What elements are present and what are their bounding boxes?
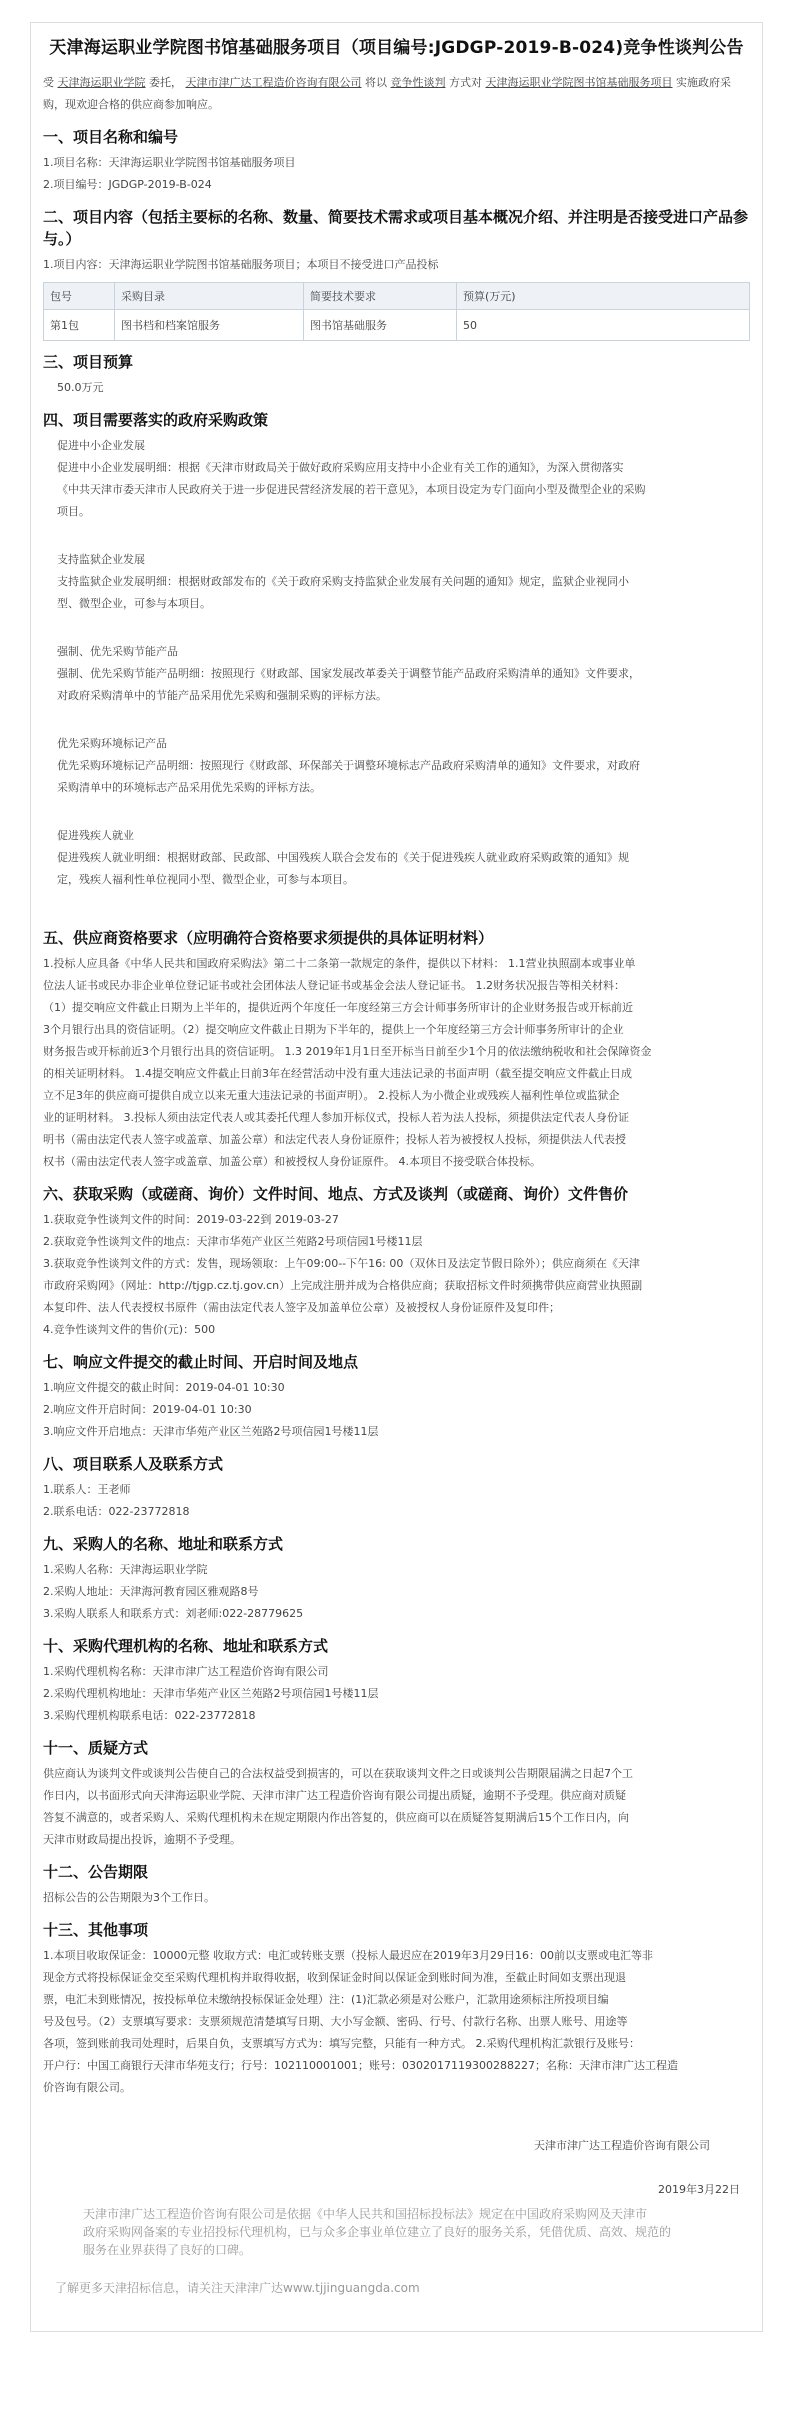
policy-body: 型、微型企业，可参与本项目。 bbox=[57, 597, 211, 610]
s5-line: （1）提交响应文件截止日期为上半年的，提供近两个年度任一年度经第三方会计师事务所审计的企业财务报告或开标前近 bbox=[43, 1001, 633, 1014]
s2-line: 1.项目内容：天津海运职业学院图书馆基础服务项目；本项目不接受进口产品投标 bbox=[43, 258, 439, 271]
table-cell: 50 bbox=[457, 310, 750, 341]
policy-title: 促进残疾人就业 bbox=[57, 829, 134, 842]
footer-line: 政府采购网备案的专业招投标代理机构，已与众多企事业单位建立了良好的服务关系，凭借优质、高效、规范的 bbox=[83, 2225, 672, 2239]
footer-line: 天津市津广达工程造价咨询有限公司是依据《中华人民共和国招标投标法》规定在中国政府采购网及天津市 bbox=[83, 2207, 648, 2221]
s12-line: 招标公告的公告期限为3个工作日。 bbox=[43, 1891, 215, 1904]
footer-about bbox=[43, 2201, 750, 2259]
table-header: 预算(万元) bbox=[457, 283, 750, 310]
section-7-heading: 七、响应文件提交的截止时间、开启时间及地点 bbox=[43, 1353, 359, 1371]
intro-text-4: 方式对 bbox=[449, 76, 482, 89]
s5-line: 的相关证明材料。 1.4提交响应文件截止日前3年在经营活动中没有重大违法记录的书面声明（截至提交响应文件截止日成 bbox=[43, 1067, 632, 1080]
s10-line: 3.采购代理机构联系电话：022-23772818 bbox=[43, 1709, 256, 1722]
section-11-heading: 十一、质疑方式 bbox=[43, 1739, 149, 1757]
s5-line: 3个月银行出具的资信证明。（2）提交响应文件截止日期为下半年的，提供上一个年度经第三方会计师事务所审计的企业 bbox=[43, 1023, 624, 1036]
s5-line: 立不足3年的供应商可提供自成立以来无重大违法记录的书面声明）。 2.投标人为小微企业或残疾人福利性单位或监狱企 bbox=[43, 1089, 620, 1102]
announcement-page bbox=[30, 22, 763, 2332]
table-header: 简要技术要求 bbox=[304, 283, 457, 310]
s7-line: 2.响应文件开启时间：2019-04-01 10:30 bbox=[43, 1403, 252, 1416]
section-5-heading: 五、供应商资格要求（应明确符合资格要求须提供的具体证明材料） bbox=[43, 929, 494, 947]
footer-line: 服务在业界获得了良好的口碑。 bbox=[83, 2243, 252, 2257]
section-3-heading: 三、项目预算 bbox=[43, 353, 134, 371]
policy-title: 促进中小企业发展 bbox=[57, 439, 145, 452]
signature-company: 天津市津广达工程造价咨询有限公司 bbox=[534, 2139, 710, 2152]
s13-line: 号及包号。（2）支票填写要求：支票须规范清楚填写日期、大小写金额、密码、行号、付款行名称、出票人账号、用途等 bbox=[43, 2015, 628, 2028]
s8-line: 1.联系人：王老师 bbox=[43, 1483, 131, 1496]
s5-line: 位法人证书或民办非企业单位登记证书或社会团体法人登记证书或基金会法人登记证书。 1.2财务状况报告等相关材料： bbox=[43, 979, 625, 992]
s13-line: 价咨询有限公司。 bbox=[43, 2081, 131, 2094]
section-1-heading: 一、项目名称和编号 bbox=[43, 128, 179, 146]
intro-text-2: 委托， bbox=[149, 76, 182, 89]
s5-line: 1.投标人应具备《中华人民共和国政府采购法》第二十二条第一款规定的条件，提供以下材料： 1.1营业执照副本或事业单 bbox=[43, 957, 636, 970]
s9-line: 3.采购人联系人和联系方式：刘老师:022-28779625 bbox=[43, 1607, 304, 1620]
policy-body: 促进中小企业发展明细：根据《天津市财政局关于做好政府采购应用支持中小企业有关工作的通知》，为深入贯彻落实 bbox=[57, 461, 624, 474]
s13-line: 各项，签到账前我司处理时，后果自负，支票填写方式为：填写完整，只能有一种方式。 2.采购代理机构汇款银行及账号： bbox=[43, 2037, 640, 2050]
s6-line: 本复印件、法人代表授权书原件（需由法定代表人签字及加盖单位公章）及被授权人身份证原件及复印件； bbox=[43, 1301, 560, 1314]
s5-line: 业的证明材料。 3.投标人须由法定代表人或其委托代理人参加开标仪式，投标人若为法人投标，须提供法定代表人身份证 bbox=[43, 1111, 629, 1124]
s11-line: 天津市财政局提出投诉，逾期不予受理。 bbox=[43, 1833, 241, 1846]
table-row bbox=[44, 310, 750, 341]
intro-text-1: 受 bbox=[43, 76, 54, 89]
s5-line: 权书（需由法定代表人签字或盖章、加盖公章）和被授权人身份证原件。 4.本项目不接受联合体投标。 bbox=[43, 1155, 541, 1168]
section-2-heading: 二、项目内容（包括主要标的名称、数量、简要技术需求或项目基本概况介绍、并注明是否接受进口产品参与。） bbox=[43, 208, 749, 248]
section-8-heading: 八、项目联系人及联系方式 bbox=[43, 1455, 224, 1473]
policy-body: 《中共天津市委天津市人民政府关于进一步促进民营经济发展的若干意见》，本项目设定为专门面向小型及微型企业的采购 bbox=[57, 483, 646, 496]
footer-more-link[interactable]: 了解更多天津招标信息，请关注天津津广达www.tjjinguangda.com bbox=[55, 2281, 420, 2295]
s6-line: 2.获取竞争性谈判文件的地点：天津市华苑产业区兰苑路2号项信园1号楼11层 bbox=[43, 1235, 423, 1248]
s7-line: 1.响应文件提交的截止时间：2019-04-01 10:30 bbox=[43, 1381, 285, 1394]
procurement-method: 竞争性谈判 bbox=[390, 76, 446, 89]
s9-line: 1.采购人名称：天津海运职业学院 bbox=[43, 1563, 208, 1576]
s7-line: 3.响应文件开启地点：天津市华苑产业区兰苑路2号项信园1号楼11层 bbox=[43, 1425, 379, 1438]
s5-line: 明书（需由法定代表人签字或盖章、加盖公章）和法定代表人身份证原件；投标人若为被授权人投标，须提供法人代表授 bbox=[43, 1133, 626, 1146]
s5-line: 财务报告或开标前近3个月银行出具的资信证明。 1.3 2019年1月1日至开标当日前至少1个月的依法缴纳税收和社会保障资金 bbox=[43, 1045, 652, 1058]
s6-line: 1.获取竞争性谈判文件的时间：2019-03-22到 2019-03-27 bbox=[43, 1213, 339, 1226]
section-6-heading: 六、获取采购（或磋商、询价）文件时间、地点、方式及谈判（或磋商、询价）文件售价 bbox=[43, 1185, 629, 1203]
project-table bbox=[43, 282, 750, 341]
s11-line: 作日内，以书面形式向天津海运职业学院、天津市津广达工程造价咨询有限公司提出质疑，逾期不予受理。供应商对质疑 bbox=[43, 1789, 626, 1802]
s1-line: 2.项目编号：JGDGP-2019-B-024 bbox=[43, 178, 212, 191]
policy-body: 支持监狱企业发展明细：根据财政部发布的《关于政府采购支持监狱企业发展有关问题的通知》规定，监狱企业视同小 bbox=[57, 575, 629, 588]
table-header: 采购目录 bbox=[115, 283, 304, 310]
section-12-heading: 十二、公告期限 bbox=[43, 1863, 149, 1881]
table-cell: 图书档和档案馆服务 bbox=[115, 310, 304, 341]
project-name: 天津海运职业学院图书馆基础服务项目 bbox=[485, 76, 673, 89]
s6-line: 市政府采购网》（网址：http://tjgp.cz.tj.gov.cn）上完成注册并成为合格供应商；获取招标文件时须携带供应商营业执照副 bbox=[43, 1279, 643, 1292]
policy-body: 强制、优先采购节能产品明细：按照现行《财政部、国家发展改革委关于调整节能产品政府采购清单的通知》文件要求， bbox=[57, 667, 640, 680]
policy-title: 支持监狱企业发展 bbox=[57, 553, 145, 566]
s9-line: 2.采购人地址：天津海河教育园区雅观路8号 bbox=[43, 1585, 259, 1598]
s8-line: 2.联系电话：022-23772818 bbox=[43, 1505, 190, 1518]
intro-paragraph bbox=[43, 72, 750, 116]
s10-line: 1.采购代理机构名称：天津市津广达工程造价咨询有限公司 bbox=[43, 1665, 329, 1678]
s11-line: 供应商认为谈判文件或谈判公告使自己的合法权益受到损害的，可以在获取谈判文件之日或谈判公告期限届满之日起7个工 bbox=[43, 1767, 633, 1780]
policy-title: 优先采购环境标记产品 bbox=[57, 737, 167, 750]
s11-line: 答复不满意的，或者采购人、采购代理机构未在规定期限内作出答复的，供应商可以在质疑答复期满后15个工作日内，向 bbox=[43, 1811, 629, 1824]
table-header: 包号 bbox=[44, 283, 115, 310]
policy-body: 促进残疾人就业明细：根据财政部、民政部、中国残疾人联合会发布的《关于促进残疾人就业政府采购政策的通知》规 bbox=[57, 851, 629, 864]
intro-text-3: 将以 bbox=[365, 76, 387, 89]
s13-line: 1.本项目收取保证金：10000元整 收取方式：电汇或转账支票（投标人最迟应在2019年3月29日16：00前以支票或电汇等非 bbox=[43, 1949, 653, 1962]
s13-line: 票，电汇未到账情况，按投标单位未缴纳投标保证金处理）注：(1)汇款必须是对公账户，汇款用途须标注所投项目编 bbox=[43, 1993, 609, 2006]
policy-body: 定，残疾人福利性单位视同小型、微型企业，可参与本项目。 bbox=[57, 873, 354, 886]
s6-line: 4.竞争性谈判文件的售价(元)：500 bbox=[43, 1323, 216, 1336]
s13-line: 开户行：中国工商银行天津市华苑支行；行号：102110001001；账号：0302017119300288227；名称：天津市津广达工程造 bbox=[43, 2059, 678, 2072]
table-cell: 图书馆基础服务 bbox=[304, 310, 457, 341]
policy-body: 采购清单中的环境标志产品采用优先采购的评标方法。 bbox=[57, 781, 321, 794]
table-header-row bbox=[44, 283, 750, 310]
policy-title: 强制、优先采购节能产品 bbox=[57, 645, 178, 658]
section-10-heading: 十、采购代理机构的名称、地址和联系方式 bbox=[43, 1637, 329, 1655]
signature-date: 2019年3月22日 bbox=[658, 2183, 740, 2196]
section-4-heading: 四、项目需要落实的政府采购政策 bbox=[43, 411, 269, 429]
agency-name: 天津市津广达工程造价咨询有限公司 bbox=[185, 76, 362, 89]
s6-line: 3.获取竞争性谈判文件的方式：发售，现场领取：上午09:00--下午16: 00（双休日及法定节假日除外）；供应商须在《天津 bbox=[43, 1257, 640, 1270]
section-13-heading: 十三、其他事项 bbox=[43, 1921, 149, 1939]
intro-text-5: 实施政府采购，现欢迎合格的供应商参加响应。 bbox=[43, 76, 731, 111]
budget-value: 50.0万元 bbox=[57, 381, 104, 394]
policy-body: 项目。 bbox=[57, 505, 90, 518]
s1-line: 1.项目名称：天津海运职业学院图书馆基础服务项目 bbox=[43, 156, 296, 169]
policy-body: 优先采购环境标记产品明细：按照现行《财政部、环保部关于调整环境标志产品政府采购清单的通知》文件要求，对政府 bbox=[57, 759, 640, 772]
s10-line: 2.采购代理机构地址：天津市华苑产业区兰苑路2号项信园1号楼11层 bbox=[43, 1687, 379, 1700]
client-name: 天津海运职业学院 bbox=[57, 76, 146, 89]
page-title: 天津海运职业学院图书馆基础服务项目（项目编号:JGDGP-2019-B-024)竞争性谈判公告 bbox=[49, 38, 744, 58]
section-9-heading: 九、采购人的名称、地址和联系方式 bbox=[43, 1535, 284, 1553]
s13-line: 现金方式将投标保证金交至采购代理机构并取得收据，收到保证金时间以保证金到账时间为准，至截止时间如支票出现退 bbox=[43, 1971, 626, 1984]
policy-body: 对政府采购清单中的节能产品采用优先采购和强制采购的评标方法。 bbox=[57, 689, 387, 702]
table-cell: 第1包 bbox=[44, 310, 115, 341]
